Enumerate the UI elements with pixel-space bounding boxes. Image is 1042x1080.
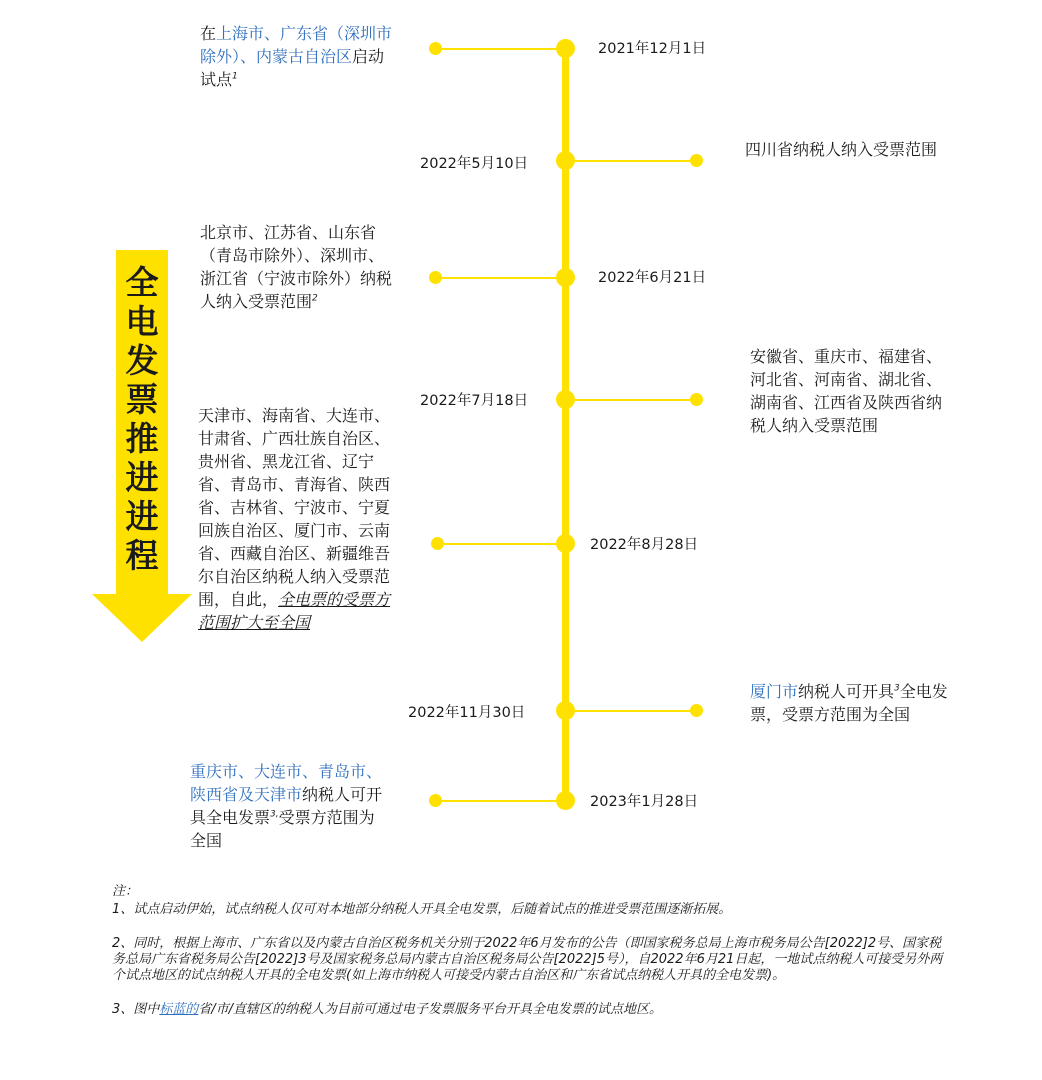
highlighted-region-text: 标蓝的	[159, 1002, 199, 1017]
milestone-date: 2022年7月18日	[420, 393, 529, 409]
text-run: 四川省纳税人纳入受票范围	[745, 140, 938, 159]
footnote-ref: 1	[232, 71, 238, 82]
arrow-char: 程	[125, 536, 159, 575]
milestone-branch	[436, 800, 560, 802]
milestone-description	[745, 138, 945, 161]
footnote-3	[112, 1002, 952, 1018]
milestone-description	[750, 680, 956, 726]
text-run: 纳税人可开具	[798, 682, 895, 701]
arrow-char: 票	[125, 380, 159, 419]
progress-arrow-label	[116, 263, 168, 575]
milestone-date: 2022年5月10日	[420, 156, 529, 172]
text-run: 1、试点启动伊始，试点纳税人仅可对本地部分纳税人开具全电发票，后随着试点的推进受票范围逐渐拓展。	[112, 902, 732, 917]
milestone-description	[200, 22, 398, 91]
milestone-branch	[441, 543, 560, 545]
milestone-end-dot	[429, 42, 442, 55]
footnote-ref: 2	[312, 293, 318, 304]
text-run: 全电票的受票方范围扩大至全国	[198, 590, 391, 632]
milestone-end-dot	[690, 704, 703, 717]
text-run: 全电发票，受票方范围为全国	[750, 682, 948, 724]
text-run: 省/市/直辖区的纳税人为目前可通过电子发票服务平台开具全电发票的试点地区。	[198, 1002, 663, 1017]
text-run: 安徽省、重庆市、福建省、河北省、河南省、湖北省、湖南省、江西省及陕西省纳税人纳入受票范围	[750, 347, 943, 435]
milestone-end-dot	[690, 393, 703, 406]
milestone-date: 2021年12月1日	[598, 41, 707, 57]
text-run: 天津市、海南省、大连市、甘肃省、广西壮族自治区、贵州省、黑龙江省、辽宁省、青岛市、青海省、陕西省、吉林省、宁波市、宁夏回族自治区、厦门市、云南省、西藏自治区、新疆维吾尔自治区纳税人纳入受票范围，自此，	[198, 406, 391, 609]
milestone-end-dot	[431, 537, 444, 550]
milestone-end-dot	[690, 154, 703, 167]
text-run: 受票方范围为全国	[190, 808, 375, 850]
arrow-char: 推	[125, 419, 159, 458]
arrow-char: 全	[125, 263, 159, 302]
arrow-char: 进	[125, 497, 159, 536]
text-run: 纳税人可开具全电发票	[190, 785, 383, 827]
progress-arrow-head	[92, 594, 192, 642]
text-run: 3、图中	[112, 1002, 160, 1017]
milestone-branch	[570, 160, 696, 162]
milestone-description	[190, 760, 390, 852]
text-run: 在	[200, 24, 217, 43]
footnotes	[112, 884, 952, 1018]
milestone-end-dot	[429, 271, 442, 284]
milestone-description	[200, 221, 398, 313]
milestone-branch	[436, 277, 560, 279]
milestone-date: 2022年8月28日	[590, 537, 699, 553]
highlighted-region-text: 重庆市、大连市、青岛市、陕西省及天津市	[190, 762, 383, 804]
text-run: 2、同时，根据上海市、广东省以及内蒙古自治区税务机关分别于2022年6月发布的公告（即国家税务总局上海市税务局公告[2022]2号、国家税务总局广东省税务局公告[2022]3号及国家税务总局内蒙古自治区税务局公告[2022]5号），自2022年6月21日起，一地试点纳税人可接受另外两个试点地区的试点纳税人开具的全电发票(如上海市纳税人可接受内蒙古自治区和广东省试点纳税人开具的全电发票)。	[112, 936, 943, 983]
footnote-2	[112, 936, 952, 984]
milestone-branch	[570, 399, 696, 401]
milestone-date: 2023年1月28日	[590, 794, 699, 810]
arrow-char: 电	[125, 302, 159, 341]
text-run: 启动试点	[200, 47, 385, 89]
footnote-ref: 3	[894, 683, 900, 694]
milestone-date: 2022年11月30日	[408, 705, 526, 721]
text-run: 北京市、江苏省、山东省（青岛市除外）、深圳市、浙江省（宁波市除外）纳税人纳入受票范围	[200, 223, 393, 311]
footnote-ref: 3,	[270, 809, 279, 820]
footnote-1	[112, 902, 952, 918]
footnotes-title: 注：	[112, 884, 139, 899]
arrow-char: 进	[125, 458, 159, 497]
milestone-end-dot	[429, 794, 442, 807]
milestone-description	[750, 345, 950, 437]
milestone-branch	[436, 48, 560, 50]
milestone-branch	[570, 710, 696, 712]
milestone-description	[198, 404, 402, 634]
arrow-char: 发	[125, 341, 159, 380]
highlighted-region-text: 上海市、广东省（深圳市除外）、内蒙古自治区	[200, 24, 393, 66]
milestone-date: 2022年6月21日	[598, 270, 707, 286]
highlighted-region-text: 厦门市	[750, 682, 799, 701]
